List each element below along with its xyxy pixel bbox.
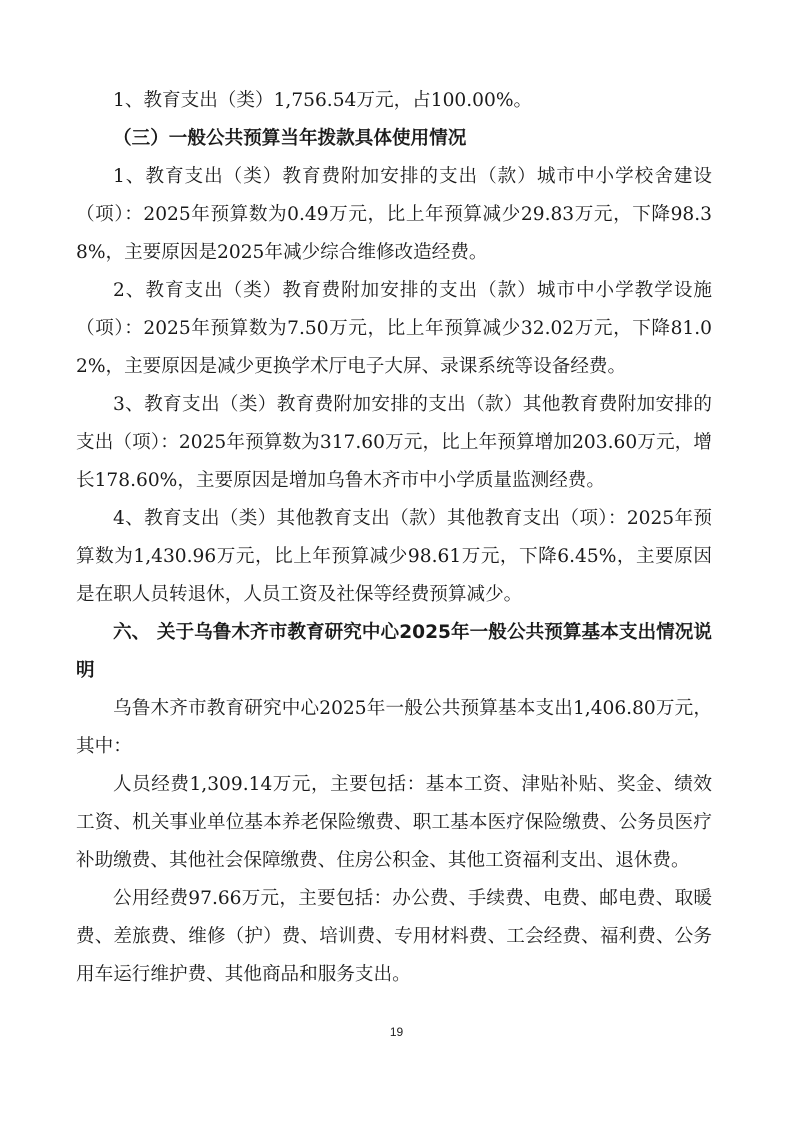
section-heading-appropriation-usage: （三）一般公共预算当年拨款具体使用情况 [113, 128, 467, 149]
section-heading-basic-expenditure: 六、 关于乌鲁木齐市教育研究中心2025年一般公共预算基本支出情况说明 [76, 622, 712, 681]
paragraph-personnel-expenses: 人员经费1,309.14万元，主要包括：基本工资、津贴补贴、奖金、绩效工资、机关事业单位基本养老保险缴费、职工基本医疗保险缴费、公务员医疗补助缴费、其他社会保障缴费、住房公积金、其他工资福利支出、退休费。 [76, 774, 712, 871]
paragraph-education-total: 1、教育支出（类）1,756.54万元，占100.00%。 [113, 90, 533, 111]
paragraph-public-expenses: 公用经费97.66万元，主要包括：办公费、手续费、电费、邮电费、取暖费、差旅费、维修（护）费、培训费、专用材料费、工会经费、福利费、公务用车运行维护费、其他商品和服务支出。 [76, 888, 712, 985]
paragraph-item-3: 3、教育支出（类）教育费附加安排的支出（款）其他教育费附加安排的支出（项）：2025年预算数为317.60万元，比上年预算增加203.60万元，增长178.60%，主要原因是增加乌鲁木齐市中小学质量监测经费。 [76, 394, 712, 491]
paragraph-item-1: 1、教育支出（类）教育费附加安排的支出（款）城市中小学校舍建设（项）：2025年预算数为0.49万元，比上年预算减少29.83万元，下降98.38%，主要原因是2025年减少综合维修改造经费。 [76, 166, 712, 263]
paragraph-item-4: 4、教育支出（类）其他教育支出（款）其他教育支出（项）：2025年预算数为1,430.96万元，比上年预算减少98.61万元，下降6.45%，主要原因是在职人员转退休，人员工资及社保等经费预算减少。 [76, 508, 712, 605]
page-number: 19 [389, 1025, 404, 1039]
paragraph-basic-expenditure: 乌鲁木齐市教育研究中心2025年一般公共预算基本支出1,406.80万元，其中： [76, 698, 712, 757]
paragraph-item-2: 2、教育支出（类）教育费附加安排的支出（款）城市中小学教学设施（项）：2025年预算数为7.50万元，比上年预算减少32.02万元，下降81.02%，主要原因是减少更换学术厅电子大屏、录课系统等设备经费。 [76, 280, 712, 377]
